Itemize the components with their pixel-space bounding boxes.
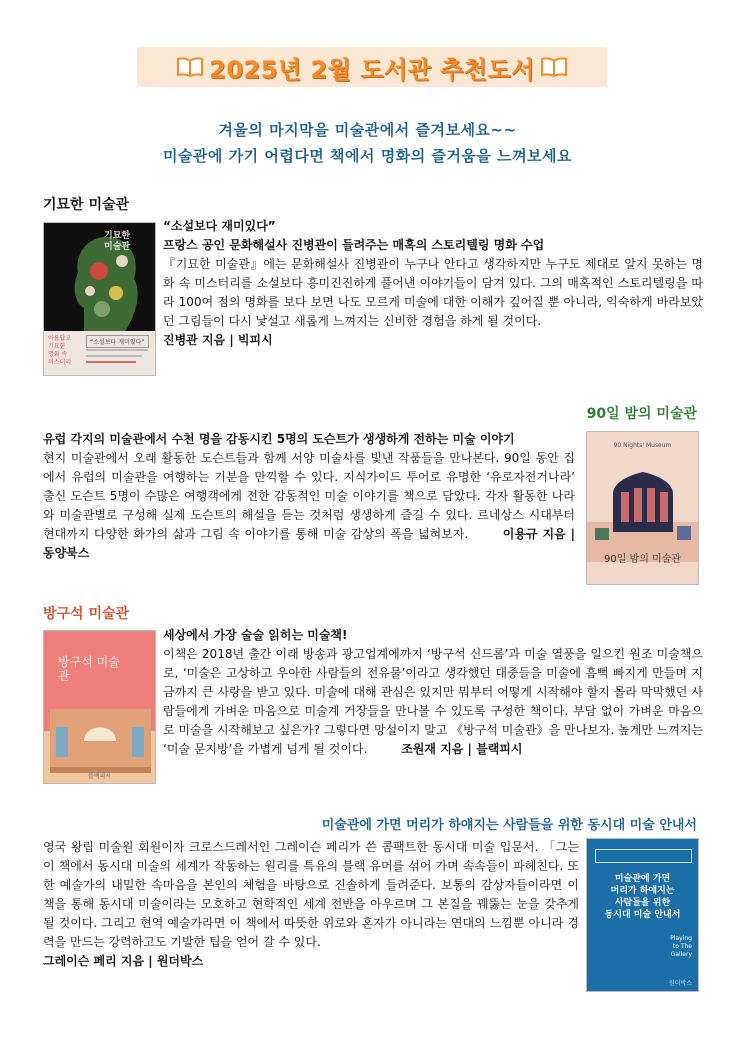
- book-4-cover: 미술관에 가면 머리가 하얘지는 사람들을 위한 동시대 미술 안내서 Playing to The Gallery 원더박스: [586, 838, 699, 992]
- open-book-icon: [541, 57, 567, 77]
- open-book-icon: [177, 57, 203, 77]
- book-4-cover-frame: [595, 849, 692, 863]
- book-2-cover: 90 Nights' Museum 90일 밤의 미술관: [586, 431, 699, 585]
- book-4-author: 그레이슨 페리 지음 | 원더박스: [43, 954, 204, 968]
- book-1-headline-1: “소설보다 재미있다”: [163, 219, 276, 233]
- book-3-cover-art: [44, 631, 156, 784]
- book-1-cover-title: 기묘한 미술관: [104, 231, 131, 252]
- page-title: 2025년 2월 도서관 추천도서: [209, 55, 535, 84]
- book-3-headline-1: 세상에서 가장 술술 읽히는 미술책!: [163, 628, 348, 642]
- page-title-banner: [137, 47, 607, 87]
- book-2-text: [43, 430, 575, 563]
- book-3-text: [163, 626, 703, 759]
- book-2-section-title: 90일 밤의 미술관: [586, 406, 697, 422]
- book-3-cover: 방구석 미술관 블랙피시: [43, 630, 156, 784]
- book-3-author: 조원재 지음 | 블랙피시: [401, 742, 523, 756]
- book-2-author: 이용규 지음 | 동양북스: [43, 527, 575, 560]
- book-1-cover-band: 아름답고 기묘한 명화 속 미스터리 “소설보다 재미있다”: [44, 331, 155, 375]
- book-4-section-title: 미술관에 가면 머리가 하얘지는 사람들을 위한 동시대 미술 안내서: [321, 818, 697, 833]
- book-1-section-title: 기묘한 미술관: [43, 197, 130, 213]
- book-1-body: 『기묘한 미술관』에는 문화해설사 진병관이 누구나 안다고 생각하지만 누구도 제대로 알지 못하는 명화 속 미스터리를 소설보다 흥미진진하게 풀어낸 이야기들이 담겨 있다. 그의 매혹적인 스토리텔링을 따라 100여 점의 명화를 보다 보면 나도 모르게 미술에 대한 이해가 깊어질 뿐 아니라, 익숙하게 바라보았던 그림들이 다시 낯설고 새롭게 느껴지는 신비한 경험을 하게 될 것이다.: [163, 257, 703, 328]
- book-1-text: [163, 217, 703, 350]
- book-4-text: [43, 838, 579, 971]
- book-2-body: 현지 미술관에서 오래 활동한 도슨트들과 함께 서양 미술사를 빛낸 작품들을 만나본다. 90일 동안 집에서 유럽의 미술관을 여행하는 기분을 만끽할 수 있다. 지식가이드 투어로 유명한 ‘유로자전거나라’ 출신 도슨트 5명이 수많은 여행객에게 전한 감동적인 미술 이야기를 책으로 담았다. 각자 활동한 나라와 미술관별로 구성해 실제 도슨트의 해설을 듣는 것처럼 생생하게 즐길 수 있다. 르네상스 시대부터 현대까지 다양한 화가의 삶과 그림 속 이야기를 통해 미술 감상의 폭을 넓혀보자.: [43, 451, 575, 541]
- intro-line-1: 겨울의 마지막을 미술관에서 즐겨보세요~~: [218, 121, 517, 139]
- book-1-author: 진병관 지음 | 빅피시: [163, 333, 273, 347]
- book-2-headline-1: 유럽 각지의 미술관에서 수천 명을 감동시킨 5명의 도슨트가 생생하게 전하는 미술 이야기: [43, 432, 515, 446]
- book-3-section-title: 방구석 미술관: [43, 606, 130, 622]
- book-1-headline-2: 프랑스 공인 문화해설사 진병관이 들려주는 매혹의 스토리텔링 명화 수업: [163, 238, 545, 252]
- book-3-body: 이책은 2018년 출간 이래 방송과 광고업계에까지 ‘방구석 신드롬’과 미술 열풍을 일으킨 원조 미술책으로, ‘미술은 고상하고 우아한 사람들의 전유물’이라고 생각했던 대중들을 미술에 흠뻑 빠지게 만들며 지금까지 큰 사랑을 받고 있다. 미술에 대해 관심은 있지만 뭐부터 어떻게 시작해야 할지 몰라 막막했던 사람들에게 가벼운 마음으로 미술계 거장들을 만나볼 수 있도록 구성한 책이다. 부담 없이 가벼운 마음으로 미술을 시작해보고 싶은가? 그렇다면 망설이지 말고 《방구석 미술관》을 만나보자. 높게만 느껴지는 ‘미술 문지방’을 가볍게 넘게 될 것이다.: [163, 647, 703, 756]
- book-4-body: 영국 왕립 미술원 회원이자 크로스드레서인 그레이슨 페리가 쓴 콤팩트한 동시대 미술 입문서. 「그는 이 책에서 동시대 미술의 세계가 작동하는 원리를 특유의 블랙 유머를 섞어 가며 속속들이 파헤친다. 또한 예술가의 내밀한 속마음을 본인의 체험을 바탕으로 진솔하게 들려준다. 보통의 감상자들이라면 이 책을 통해 동시대 미술이라는 모호하고 현학적인 세계 전반을 아우르며 그 본질을 꿰뚫는 눈을 갖추게 될 것이다. 그리고 현역 예술가라면 이 책에서 따뜻한 위로와 혼자가 아니라는 연대의 느낌뿐 아니라 경력을 만드는 강력하고도 기발한 팁을 얻어 갈 수 있다.: [43, 840, 579, 949]
- book-1-cover: [43, 222, 156, 376]
- intro-line-2: 미술관에 가기 어렵다면 책에서 명화의 즐거움을 느껴보세요: [162, 147, 573, 165]
